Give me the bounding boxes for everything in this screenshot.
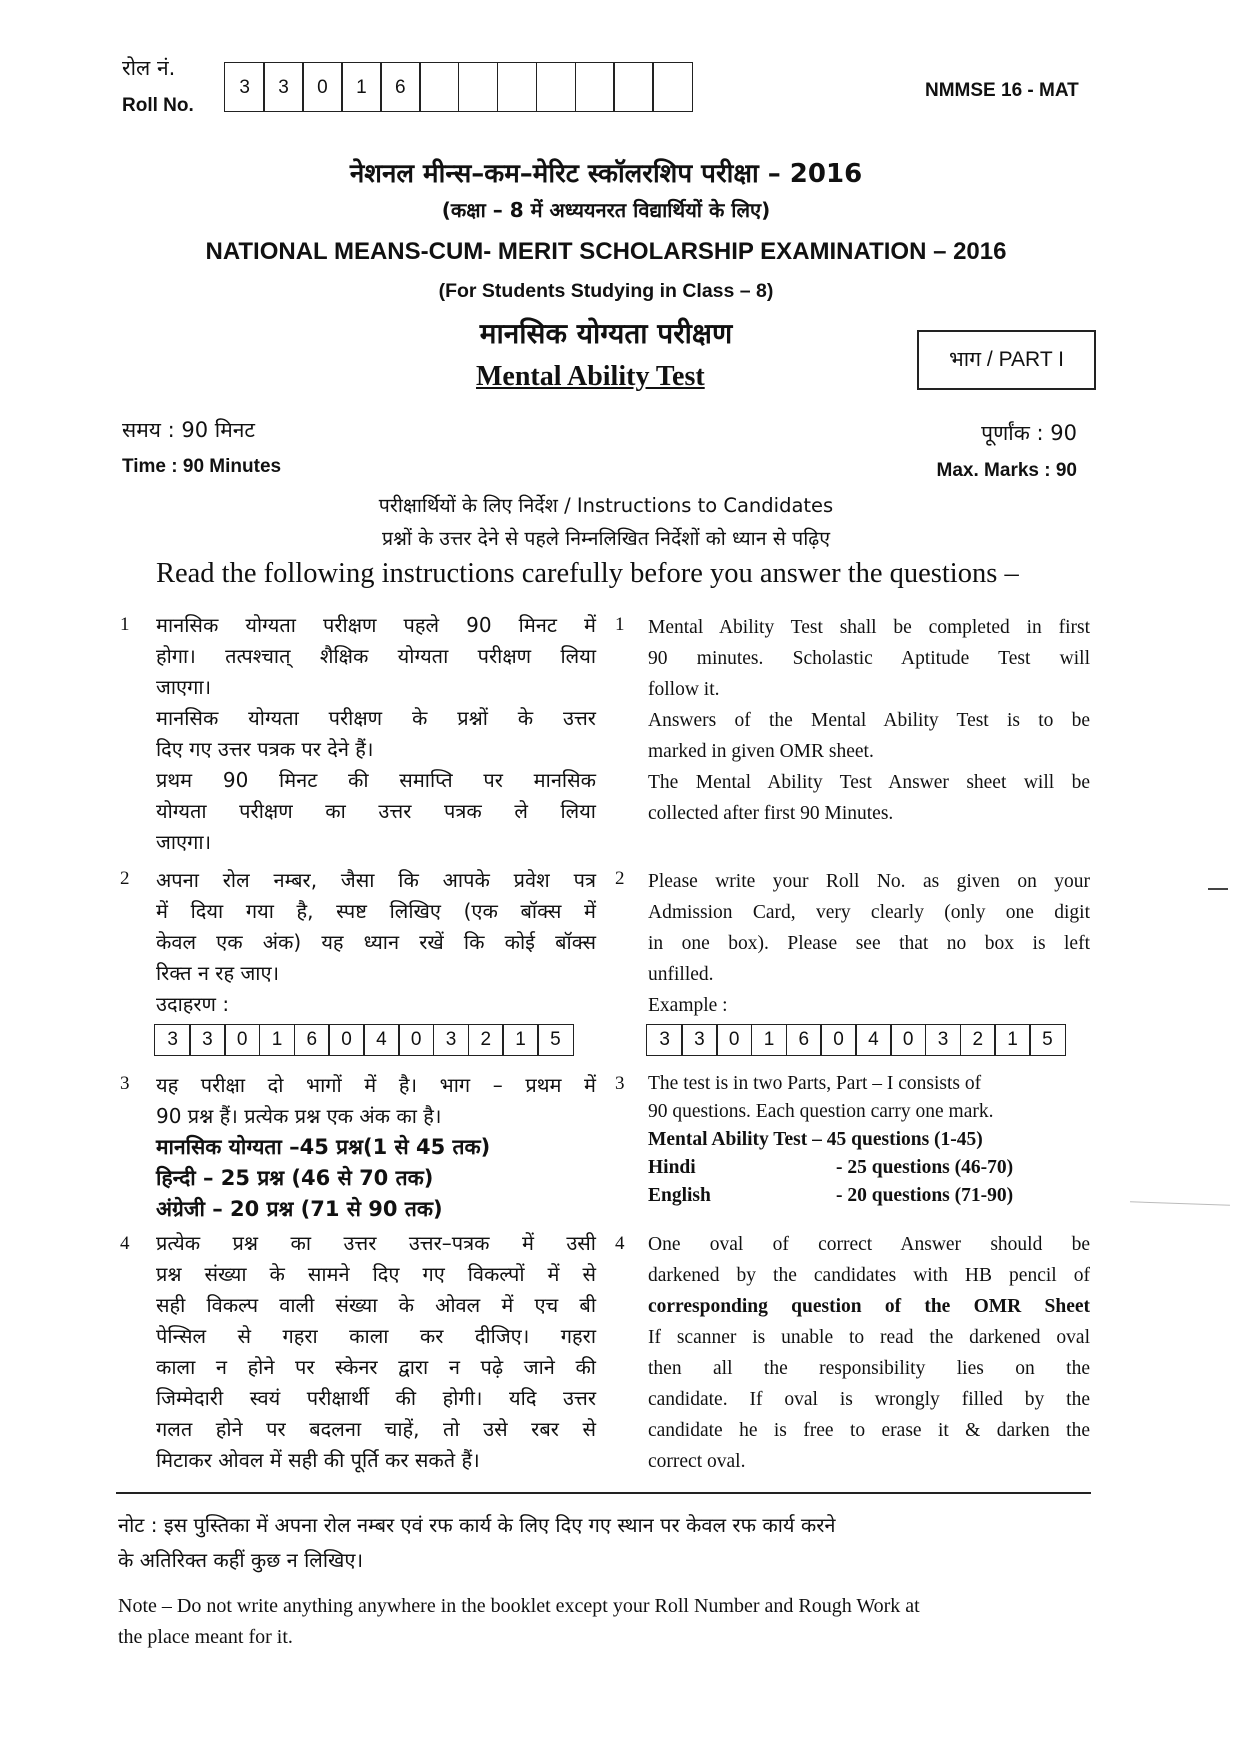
- text-line: अंग्रेजी – 20 प्रश्न (71 से 90 तक): [156, 1197, 443, 1221]
- text-line: मिटाकर ओवल में सही की पूर्ति कर सकते हैं।: [156, 1448, 480, 1472]
- roll-digit-box[interactable]: [575, 62, 616, 112]
- text-line: Answers of the Mental Ability Test is to be: [648, 710, 1090, 731]
- text-line: जिम्मेदारी स्वयं परीक्षार्थी की होगी। यदि उत्तर: [156, 1386, 596, 1410]
- instructions-subheading: प्रश्नों के उत्तर देने से पहले निम्नलिखित निर्देशों को ध्यान से पढ़िए: [381, 527, 831, 550]
- text-line: के अतिरिक्त कहीं कुछ न लिखिए।: [118, 1548, 364, 1572]
- example-digit: 3: [433, 1024, 469, 1056]
- note-hindi: [118, 1508, 1090, 1578]
- text-line: जाएगा।: [156, 830, 212, 854]
- text-line: गलत होने पर बदलना चाहें, तो उसे रबर से: [156, 1417, 596, 1441]
- example-digit: 5: [537, 1024, 573, 1056]
- text-line: योग्यता परीक्षण का उत्तर पत्रक ले लिया: [156, 799, 596, 823]
- text-line: candidate. If oval is wrongly filled by the: [648, 1389, 1090, 1410]
- item-number: 1: [120, 614, 130, 635]
- roll-digit-box[interactable]: 1: [341, 62, 382, 112]
- text-line: मानसिक योग्यता –45 प्रश्न(1 से 45 तक): [156, 1135, 491, 1159]
- instruction-2-hindi: [156, 865, 596, 1020]
- text-line: प्रत्येक प्रश्न का उत्तर उत्तर–पत्रक में उसी: [156, 1231, 596, 1255]
- example-digit: 6: [294, 1024, 330, 1056]
- part-box: भाग / PART I: [917, 330, 1096, 390]
- instruction-4-hindi: [156, 1228, 596, 1476]
- example-digit: 4: [363, 1024, 399, 1056]
- text-line: प्रश्न संख्या के सामने दिए गए विकल्पों में से: [156, 1262, 596, 1286]
- item-number: 3: [120, 1073, 130, 1094]
- instruction-1-english: [648, 612, 1090, 829]
- test-name-hindi: मानसिक योग्यता परीक्षण: [479, 317, 733, 350]
- item-number: 4: [120, 1233, 130, 1254]
- scan-mark: [1130, 1201, 1230, 1205]
- item-number: 4: [615, 1233, 625, 1254]
- text-line: Please write your Roll No. as given on your: [648, 871, 1090, 892]
- example-digit: 4: [855, 1024, 891, 1056]
- text-line: मानसिक योग्यता परीक्षण के प्रश्नों के उत्तर: [156, 706, 596, 730]
- marks-hindi: पूर्णांक : 90: [981, 421, 1077, 445]
- text-line: The Mental Ability Test Answer sheet will be: [648, 772, 1090, 793]
- text-line: marked in given OMR sheet.: [648, 741, 874, 762]
- instruction-3-english: [648, 1070, 1090, 1210]
- example-digit: 5: [1029, 1024, 1065, 1056]
- text-line: 90 minutes. Scholastic Aptitude Test will: [648, 648, 1090, 669]
- english-label: English: [648, 1185, 711, 1206]
- item-number: 3: [615, 1073, 625, 1094]
- roll-digit-box[interactable]: [497, 62, 538, 112]
- example-digit: 2: [960, 1024, 996, 1056]
- instructions-lead: Read the following instructions carefully before you answer the questions –: [156, 558, 1019, 589]
- title-english: NATIONAL MEANS-CUM- MERIT SCHOLARSHIP EXAMINATION – 2016: [205, 238, 1007, 265]
- text-line: केवल एक अंक) यह ध्यान रखें कि कोई बॉक्स: [156, 930, 596, 954]
- example-digit: 3: [189, 1024, 225, 1056]
- text-line: सही विकल्प वाली संख्या के ओवल में एच बी: [156, 1293, 596, 1317]
- title-hindi: नेशनल मीन्स–कम–मेरिट स्कॉलरशिप परीक्षा – 2016: [349, 159, 863, 189]
- example-digit: 1: [259, 1024, 295, 1056]
- example-digit: 3: [925, 1024, 961, 1056]
- section-divider: [116, 1492, 1091, 1494]
- hindi-count-row: [648, 1154, 1090, 1182]
- instruction-1-hindi: [156, 610, 596, 858]
- text-line: Admission Card, very clearly (only one digit: [648, 902, 1090, 923]
- english-value: - 20 questions (71-90): [836, 1185, 1014, 1206]
- example-digit: 0: [224, 1024, 260, 1056]
- subtitle-english: (For Students Studying in Class – 8): [438, 280, 774, 302]
- test-name-english: Mental Ability Test: [476, 361, 705, 392]
- text-line: candidate he is free to erase it & darken the: [648, 1420, 1090, 1441]
- text-line: follow it.: [648, 679, 720, 700]
- example-digit: 1: [751, 1024, 787, 1056]
- text-line: जाएगा।: [156, 675, 212, 699]
- example-digit: 0: [328, 1024, 364, 1056]
- text-line: में दिया गया है, स्पष्ट लिखिए (एक बॉक्स में: [156, 899, 596, 923]
- roll-digit-box[interactable]: 0: [302, 62, 343, 112]
- text-line: then all the responsibility lies on the: [648, 1358, 1090, 1379]
- text-line: Mental Ability Test – 45 questions (1-45): [648, 1129, 983, 1150]
- roll-digit-box[interactable]: [458, 62, 499, 112]
- time-english: Time : 90 Minutes: [122, 456, 282, 477]
- roll-number-boxes[interactable]: [226, 62, 693, 112]
- example-digit: 3: [154, 1024, 190, 1056]
- text-line: अपना रोल नम्बर, जैसा कि आपके प्रवेश पत्र: [156, 868, 596, 892]
- text-line: यह परीक्षा दो भागों में है। भाग – प्रथम में: [156, 1073, 596, 1097]
- text-line: पेन्सिल से गहरा काला कर दीजिए। गहरा: [156, 1324, 596, 1348]
- example-roll-boxes-hindi: [156, 1024, 574, 1056]
- text-line: the place meant for it.: [118, 1626, 293, 1648]
- paper-code: NMMSE 16 - MAT: [925, 80, 1079, 101]
- note-english: [118, 1591, 1093, 1653]
- roll-digit-box[interactable]: 6: [380, 62, 421, 112]
- roll-digit-box[interactable]: [613, 62, 654, 112]
- example-label: Example :: [648, 995, 728, 1016]
- example-digit: 0: [820, 1024, 856, 1056]
- text-line: Note – Do not write anything anywhere in the booklet except your Roll Number and Rough Work at: [118, 1595, 920, 1617]
- example-digit: 6: [786, 1024, 822, 1056]
- subtitle-hindi: (कक्षा – 8 में अध्ययनरत विद्यार्थियों के लिए): [441, 198, 771, 222]
- scan-mark: [1208, 888, 1228, 890]
- example-digit: 0: [716, 1024, 752, 1056]
- roll-label-english: Roll No.: [122, 95, 194, 116]
- roll-digit-box[interactable]: [652, 62, 693, 112]
- example-digit: 1: [502, 1024, 538, 1056]
- item-number: 2: [615, 868, 625, 889]
- text-line: मानसिक योग्यता परीक्षण पहले 90 मिनट में: [156, 613, 596, 637]
- text-line: प्रथम 90 मिनट की समाप्ति पर मानसिक: [156, 768, 596, 792]
- text-line: 90 प्रश्न हैं। प्रत्येक प्रश्न एक अंक का है।: [156, 1104, 442, 1128]
- example-digit: 1: [994, 1024, 1030, 1056]
- text-line: काला न होने पर स्केनर द्वारा न पढ़े जाने की: [156, 1355, 596, 1379]
- example-roll-boxes-english: [648, 1024, 1066, 1056]
- hindi-value: - 25 questions (46-70): [836, 1157, 1014, 1178]
- instruction-3-hindi: [156, 1070, 596, 1225]
- text-line: corresponding question of the OMR Sheet: [648, 1296, 1090, 1317]
- roll-digit-box[interactable]: [419, 62, 460, 112]
- text-line: 90 questions. Each question carry one mark.: [648, 1101, 994, 1122]
- item-number: 2: [120, 868, 130, 889]
- roll-digit-box[interactable]: 3: [263, 62, 304, 112]
- text-line: correct oval.: [648, 1451, 746, 1472]
- time-hindi: समय : 90 मिनट: [122, 418, 255, 442]
- item-number: 1: [615, 614, 625, 635]
- text-line: collected after first 90 Minutes.: [648, 803, 894, 824]
- example-digit: 0: [398, 1024, 434, 1056]
- text-line: darkened by the candidates with HB pencil of: [648, 1265, 1090, 1286]
- instruction-4-english: [648, 1229, 1090, 1477]
- marks-english: Max. Marks : 90: [936, 460, 1077, 481]
- english-count-row: [648, 1182, 1090, 1210]
- roll-label-hindi: रोल नं.: [122, 56, 176, 80]
- text-line: One oval of correct Answer should be: [648, 1234, 1090, 1255]
- example-digit: 3: [646, 1024, 682, 1056]
- text-line: होगा। तत्पश्चात् शैक्षिक योग्यता परीक्षण लिया: [156, 644, 596, 668]
- roll-digit-box[interactable]: [536, 62, 577, 112]
- text-line: रिक्त न रह जाए।: [156, 961, 280, 985]
- text-line: Mental Ability Test shall be completed in first: [648, 617, 1090, 638]
- instruction-2-english: [648, 866, 1090, 1021]
- text-line: नोट : इस पुस्तिका में अपना रोल नम्बर एवं रफ कार्य के लिए दिए गए स्थान पर केवल रफ कार्य करने: [118, 1513, 836, 1537]
- example-digit: 3: [681, 1024, 717, 1056]
- text-line: दिए गए उत्तर पत्रक पर देने हैं।: [156, 737, 374, 761]
- text-line: The test is in two Parts, Part – I consists of: [648, 1073, 982, 1094]
- hindi-label: Hindi: [648, 1157, 696, 1178]
- text-line: in one box). Please see that no box is left: [648, 933, 1090, 954]
- text-line: unfilled.: [648, 964, 714, 985]
- example-label: उदाहरण :: [156, 992, 230, 1016]
- example-digit: 2: [468, 1024, 504, 1056]
- roll-digit-box[interactable]: 3: [224, 62, 265, 112]
- example-digit: 0: [890, 1024, 926, 1056]
- instructions-heading: परीक्षार्थियों के लिए निर्देश / Instructions to Candidates: [378, 494, 834, 517]
- text-line: If scanner is unable to read the darkened oval: [648, 1327, 1090, 1348]
- text-line: हिन्दी – 25 प्रश्न (46 से 70 तक): [156, 1166, 434, 1190]
